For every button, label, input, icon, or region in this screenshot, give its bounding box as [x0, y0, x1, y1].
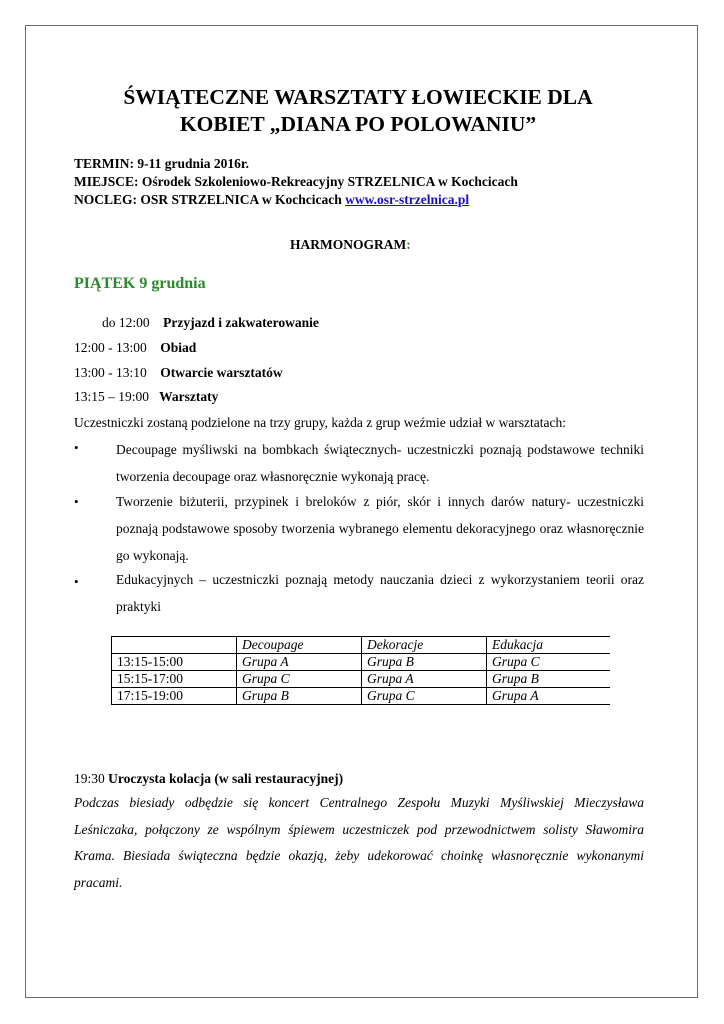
miejsce-line: MIEJSCE: Ośrodek Szkoleniowo-Rekreacyjny STRZELNICA w Kochcicach [74, 174, 518, 189]
dinner-line [74, 771, 343, 787]
harmonogram-heading [290, 237, 411, 253]
schedule-row [102, 315, 319, 331]
schedule-time: 13:15 – 19:00 [74, 389, 150, 404]
table-header-cell: Dekoracje [362, 637, 487, 654]
schedule-label: Przyjazd i zakwaterowanie [163, 315, 319, 330]
schedule-row [74, 389, 218, 405]
schedule-row [74, 365, 283, 381]
schedule-time: 12:00 - 13:00 [74, 340, 147, 355]
osr-website-link[interactable]: www.osr-strzelnica.pl [345, 192, 470, 207]
schedule-time: do 12:00 [102, 315, 150, 330]
nocleg-text: NOCLEG: OSR STRZELNICA w Kochcicach [74, 192, 346, 207]
title-line-2: KOBIET „DIANA PO POLOWANIU” [179, 112, 537, 136]
table-cell: Grupa C [362, 688, 487, 705]
bullet-marker: • [74, 440, 79, 455]
harmonogram-colon: : [406, 237, 411, 252]
table-row [112, 671, 611, 688]
schedule-label: Otwarcie warsztatów [160, 365, 283, 380]
harmonogram-text: HARMONOGRAM [290, 237, 407, 252]
workshop-table [111, 636, 610, 705]
dinner-time: 19:30 [74, 771, 109, 786]
document-title [73, 84, 643, 138]
table-cell: Grupa A [487, 688, 611, 705]
table-cell: Grupa B [362, 654, 487, 671]
schedule-time: 13:00 - 13:10 [74, 365, 147, 380]
table-row [112, 688, 611, 705]
schedule-label: Obiad [160, 340, 197, 355]
title-line-1: ŚWIĄTECZNE WARSZTATY ŁOWIECKIE DLA [123, 85, 593, 109]
schedule-row [74, 340, 196, 356]
table-cell: Grupa B [237, 688, 362, 705]
table-header-row [112, 637, 611, 654]
table-cell: 13:15-15:00 [112, 654, 237, 671]
table-cell: 15:15-17:00 [112, 671, 237, 688]
table-cell: Grupa B [487, 671, 611, 688]
bullet-item: Decoupage myśliwski na bombkach świątecznych- uczestniczki poznają podstawowe techniki tworzenia decoupage oraz własnoręcznie wykonają pracę. [116, 442, 644, 484]
table-cell: Grupa A [362, 671, 487, 688]
table-cell: Grupa A [237, 654, 362, 671]
table-header-cell: Edukacja [487, 637, 611, 654]
table-row [112, 654, 611, 671]
table-cell: Grupa C [237, 671, 362, 688]
bullet-item: Edukacyjnych – uczestniczki poznają metody nauczania dzieci z wykorzystaniem teorii oraz praktyki [116, 572, 644, 614]
termin-line: TERMIN: 9-11 grudnia 2016r. [74, 156, 250, 171]
dinner-description: Podczas biesiady odbędzie się koncert Centralnego Zespołu Muzyki Myśliwskiej Mieczysława Leśniczaka, połączony ze wspólnym śpiewem uczestniczek pod przewodnictwem solisty Sławomira Krama. Biesiada świąteczna będzie okazją, żeby udekorować choinkę własnoręcznie wykonanymi pracami. [74, 795, 644, 890]
nocleg-line [74, 191, 469, 209]
bullet-item: Tworzenie biżuterii, przypinek i breloków z piór, skór i innych darów natury- uczestniczki poznają podstawowe sposoby tworzenia wybranego elementu dekoracyjnego oraz własnoręcznie go wykonają. [116, 494, 644, 563]
day-heading: PIĄTEK 9 grudnia [74, 275, 206, 292]
intro-paragraph: Uczestniczki zostaną podzielone na trzy grupy, każda z grup weźmie udział w warsztatach: [74, 415, 567, 430]
table-cell: 17:15-19:00 [112, 688, 237, 705]
bullet-marker: • [74, 574, 79, 589]
table-header-cell [112, 637, 237, 654]
dinner-label: Uroczysta kolacja (w sali restauracyjnej) [108, 771, 344, 786]
schedule-label: Warsztaty [159, 389, 219, 404]
bullet-marker: • [74, 494, 79, 509]
table-cell: Grupa C [487, 654, 611, 671]
table-header-cell: Decoupage [237, 637, 362, 654]
